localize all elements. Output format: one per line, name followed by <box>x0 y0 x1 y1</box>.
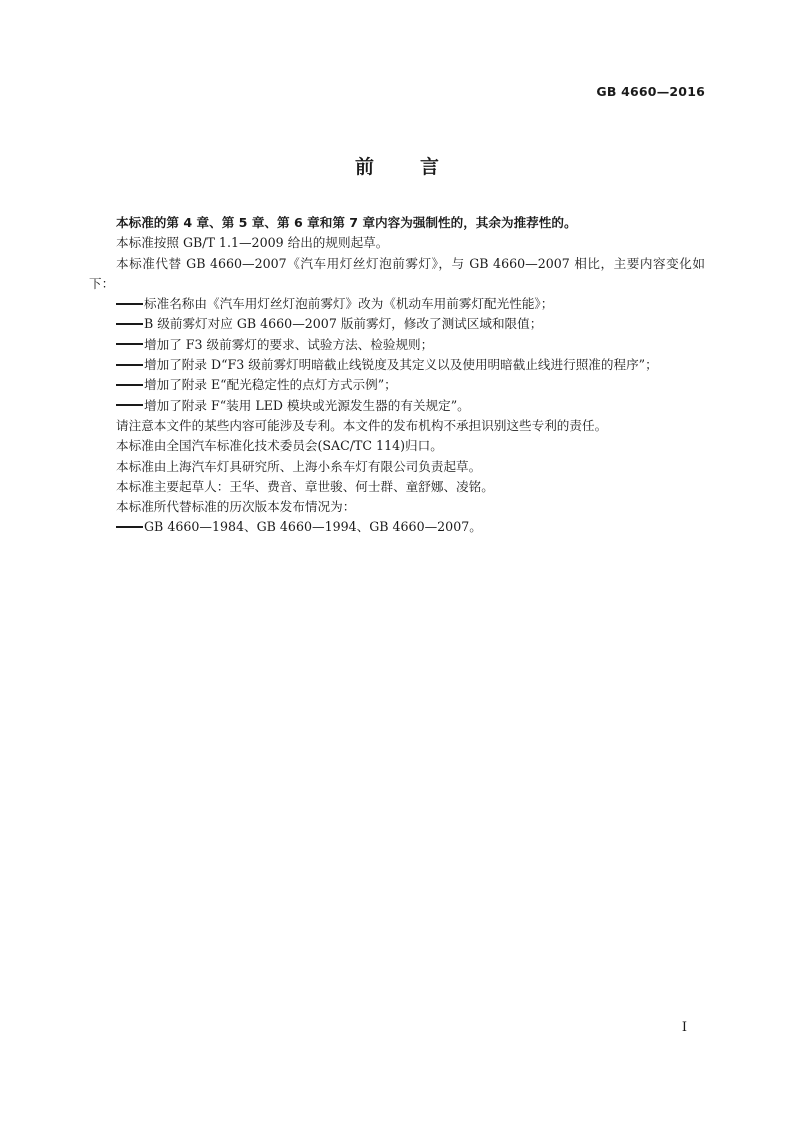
change-item-1: 标准名称由《汽车用灯丝灯泡前雾灯》改为《机动车用前雾灯配光性能》； <box>89 294 705 314</box>
drafting-rules-paragraph: 本标准按照 GB/T 1.1—2009 给出的规则起草。 <box>116 235 389 251</box>
patent-notice: 请注意本文件的某些内容可能涉及专利。本文件的发布机构不承担识别这些专利的责任。 <box>116 417 608 433</box>
responsible-committee: 本标准由全国汽车标准化技术委员会(SAC/TC 114)归口。 <box>116 438 443 454</box>
change-item-2: B 级前雾灯对应 GB 4660—2007 版前雾灯，修改了测试区域和限值； <box>89 314 705 334</box>
replacement-paragraph: 本标准代替 GB 4660—2007《汽车用灯丝灯泡前雾灯》，与 GB 4660—2007 相比，主要内容变化如下： <box>89 255 705 291</box>
standard-code: GB 4660—2016 <box>596 84 705 99</box>
main-drafters: 本标准主要起草人：王华、费音、章世骏、何士群、童舒娜、凌铭。 <box>116 478 494 494</box>
change-item-4: 增加了附录 D“F3 级前雾灯明暗截止线锐度及其定义以及使用明暗截止线进行照准的程序”； <box>89 355 705 375</box>
page-number: I <box>681 1020 687 1035</box>
change-item-5: 增加了附录 E“配光稳定性的点灯方式示例”； <box>89 375 705 395</box>
mandatory-statement: 本标准的第 4 章、第 5 章、第 6 章和第 7 章内容为强制性的，其余为推荐性的。 <box>116 215 577 230</box>
version-history-item: GB 4660—1984、GB 4660—1994、GB 4660—2007。 <box>89 517 705 537</box>
page-title: 前言 <box>354 156 485 178</box>
version-history-intro: 本标准所代替标准的历次版本发布情况为： <box>116 499 356 515</box>
drafting-organizations: 本标准由上海汽车灯具研究所、上海小糸车灯有限公司负责起草。 <box>116 458 482 474</box>
change-item-6: 增加了附录 F“装用 LED 模块或光源发生器的有关规定”。 <box>89 396 705 416</box>
document-body <box>89 213 705 538</box>
change-item-3: 增加了 F3 级前雾灯的要求、试验方法、检验规则； <box>89 335 705 355</box>
